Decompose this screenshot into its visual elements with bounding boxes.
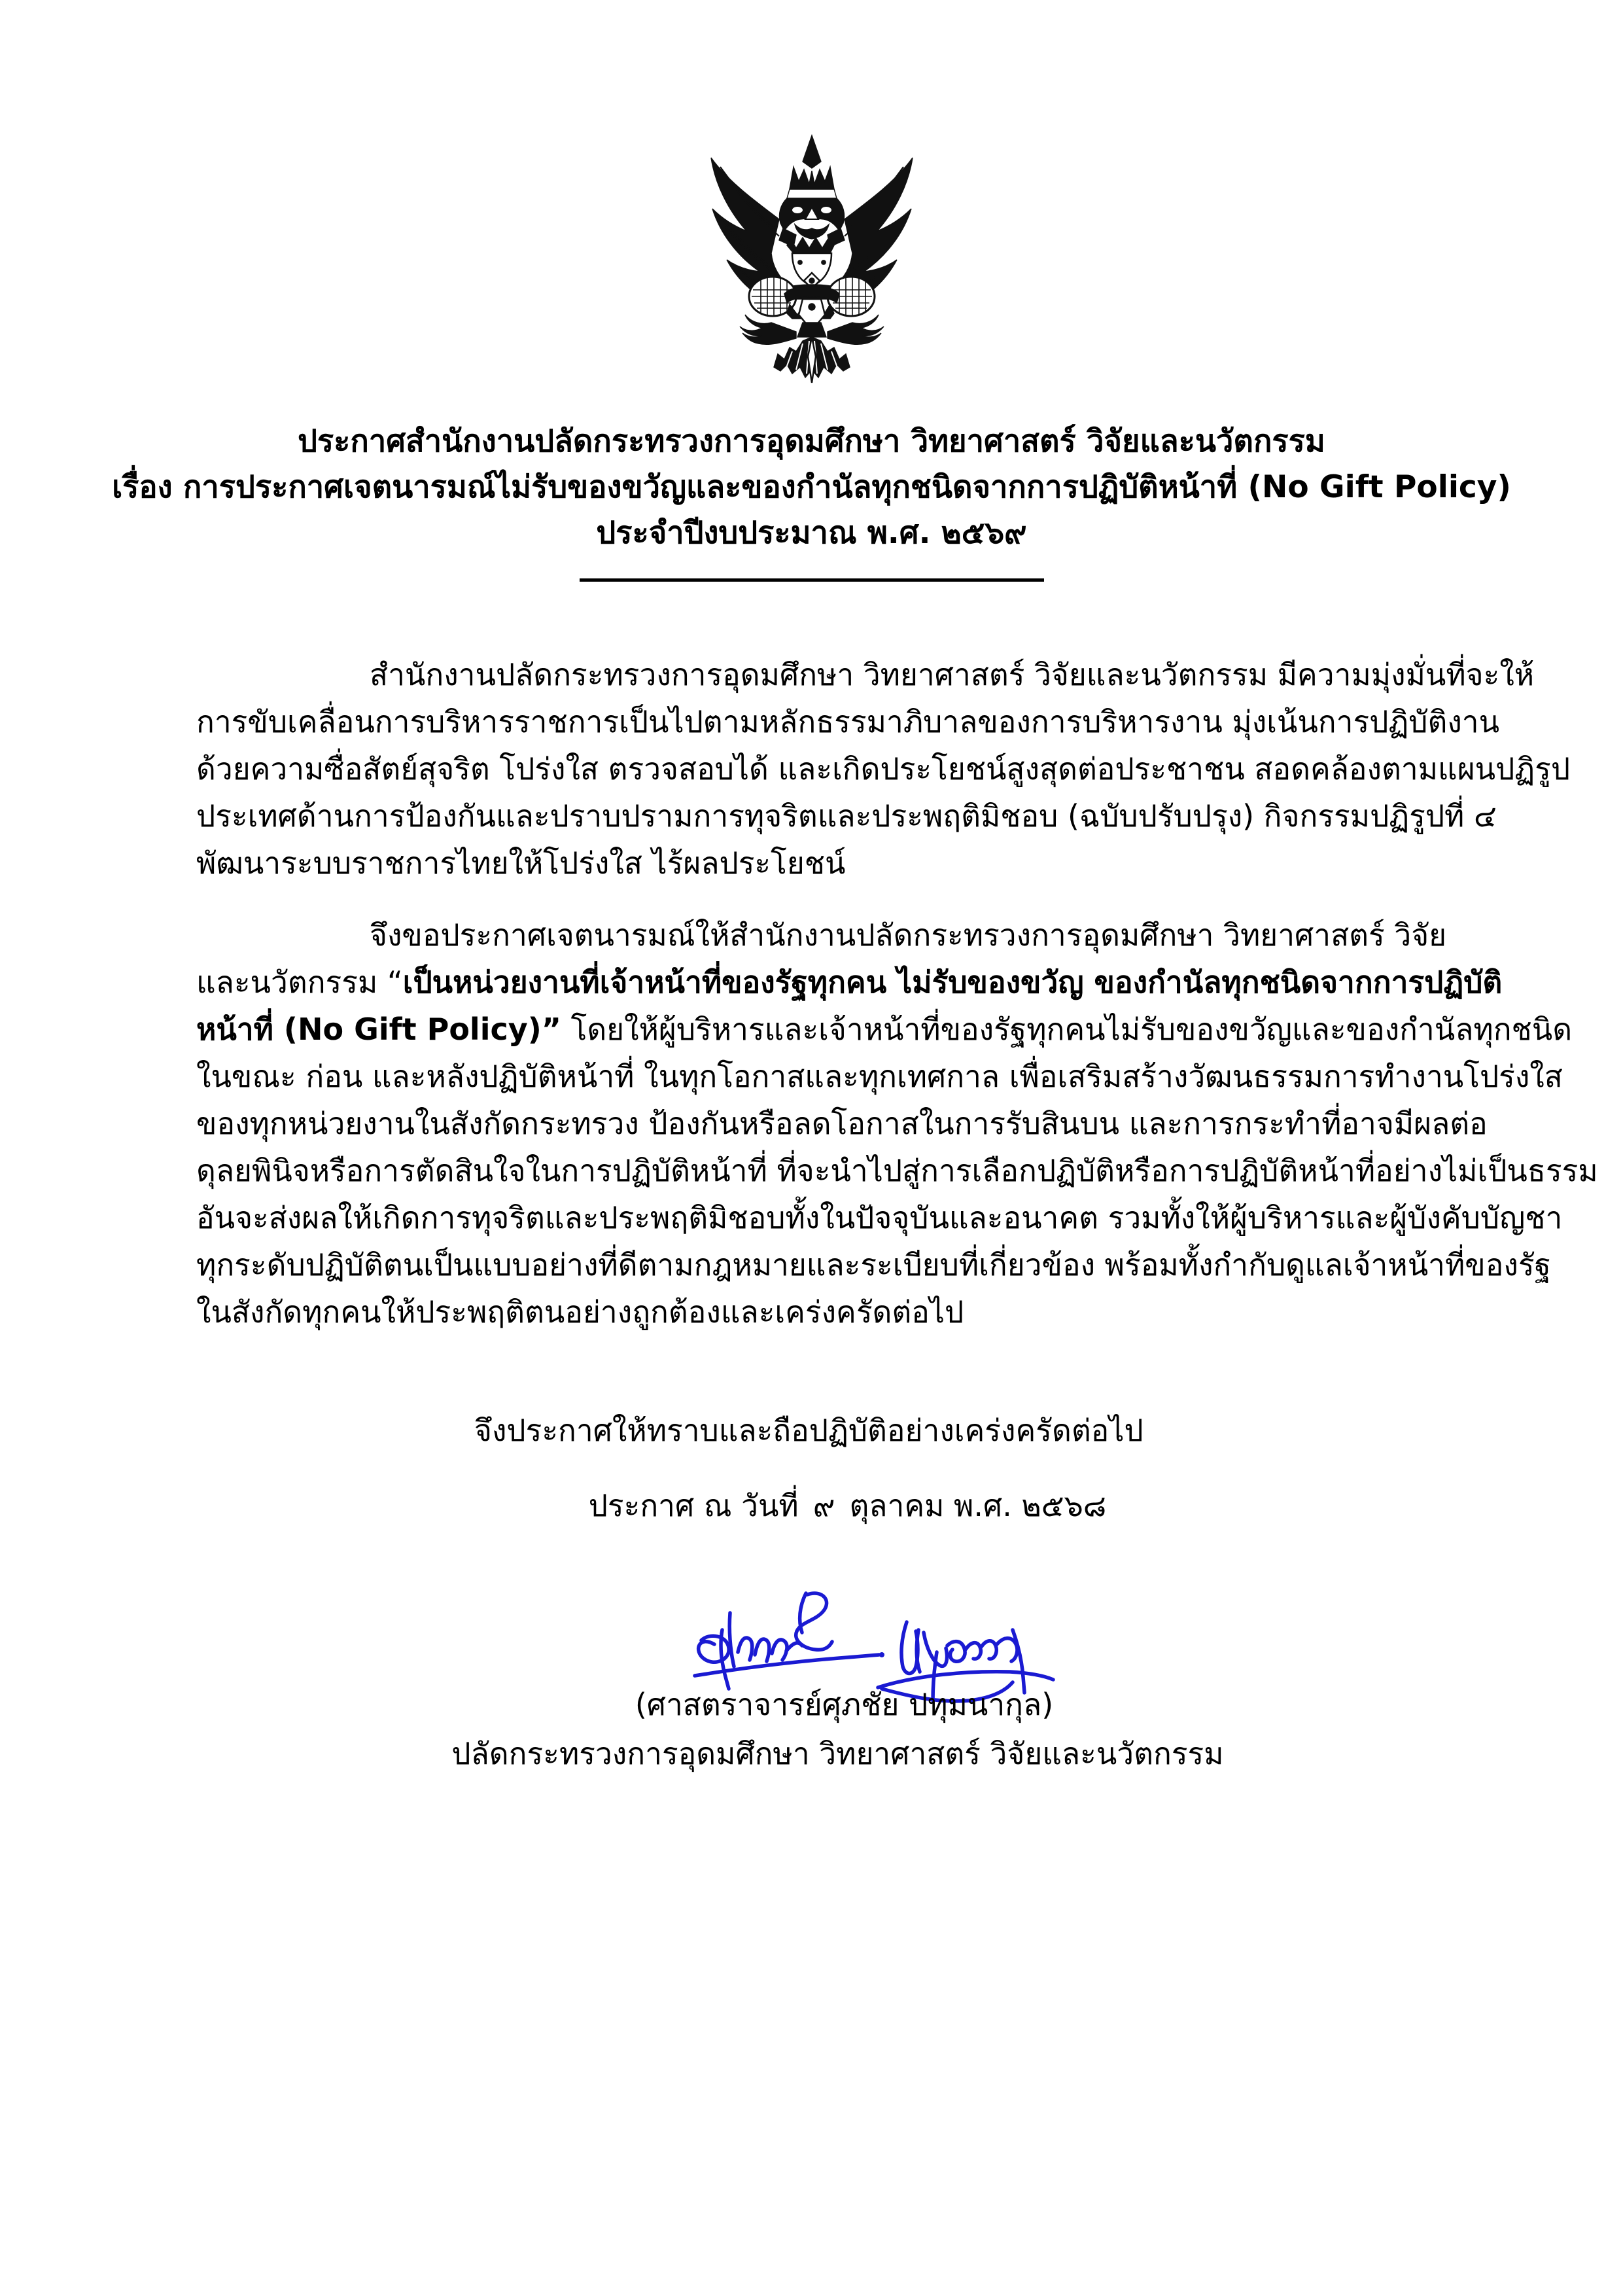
document-body [196, 651, 1598, 1335]
closing-line-1: จึงประกาศให้ทราบและถือปฏิบัติอย่างเคร่งครัดต่อไป [474, 1413, 1143, 1448]
heading-divider-container [0, 578, 1623, 582]
paragraph-2-line-5: ของทุกหน่วยงานในสังกัดกระทรวง ป้องกันหรือลดโอกาสในการรับสินบน และการกระทำที่อาจมีผลต่อ [196, 1106, 1488, 1141]
paragraph-2-line-3 [196, 1006, 1573, 1053]
heading-line-2: เรื่อง การประกาศเจตนารมณ์ไม่รับของขวัญและของกำนัลทุกชนิดจากการปฏิบัติหน้าที่ (No Gift Policy) [112, 469, 1511, 505]
paragraph-2 [196, 911, 1598, 1335]
paragraph-2-line-2-bold: เป็นหน่วยงานที่เจ้าหน้าที่ของรัฐทุกคน ไม่รับของขวัญ ของกำนัลทุกชนิดจากการปฏิบัติ [402, 964, 1503, 1000]
paragraph-1-line-1: สำนักงานปลัดกระทรวงการอุดมศึกษา วิทยาศาสตร์ วิจัยและนวัตกรรม มีความมุ่งมั่นที่จะให้ [370, 657, 1535, 692]
paragraph-2-line-3-plain: โดยให้ผู้บริหารและเจ้าหน้าที่ของรัฐทุกคนไม่รับของขวัญและของกำนัลทุกชนิด [561, 1012, 1573, 1047]
paragraph-1-line-3: ด้วยความซื่อสัตย์สุจริต โปร่งใส ตรวจสอบได้ และเกิดประโยชน์สูงสุดต่อประชาชน สอดคล้องตามแผนปฏิรูป [196, 751, 1571, 786]
heading-line-1: ประกาศสำนักงานปลัดกระทรวงการอุดมศึกษา วิทยาศาสตร์ วิจัยและนวัตกรรม [298, 423, 1325, 459]
paragraph-2-line-4: ในขณะ ก่อน และหลังปฏิบัติหน้าที่ ในทุกโอกาสและทุกเทศกาล เพื่อเสริมสร้างวัฒนธรรมการทำงานโปร่งใส [196, 1059, 1563, 1094]
date-month-year: ตุลาคม พ.ศ. ๒๕๖๘ [849, 1488, 1107, 1523]
paragraph-1-line-2: การขับเคลื่อนการบริหารราชการเป็นไปตามหลักธรรมาภิบาลของการบริหารงาน มุ่งเน้นการปฏิบัติงาน [196, 704, 1500, 739]
date-prefix: ประกาศ ณ วันที่ [588, 1488, 799, 1523]
document-heading [0, 419, 1623, 556]
closing-statement [196, 1407, 1442, 1454]
signer-title: ปลัดกระทรวงการอุดมศึกษา วิทยาศาสตร์ วิจัยและนวัตกรรม [451, 1736, 1224, 1771]
paragraph-2-line-8: ทุกระดับปฏิบัติตนเป็นแบบอย่างที่ดีตามกฎหมายและระเบียบที่เกี่ยวข้อง พร้อมทั้งกำกับดูแลเจ้าหน้าที่ของรัฐ [196, 1247, 1551, 1282]
announcement-date [0, 1482, 1623, 1529]
paragraph-1 [196, 651, 1571, 887]
paragraph-2-line-2-plain: และนวัตกรรม “ [196, 964, 403, 1000]
date-day: ๙ [812, 1488, 835, 1523]
paragraph-2-line-9: ในสังกัดทุกคนให้ประพฤติตนอย่างถูกต้องและเคร่งครัดต่อไป [196, 1294, 964, 1330]
heading-divider [580, 578, 1044, 582]
paragraph-1-line-5: พัฒนาระบบราชการไทยให้โปร่งใส ไร้ผลประโยชน์ [196, 845, 846, 881]
paragraph-2-line-7: อันจะส่งผลให้เกิดการทุจริตและประพฤติมิชอบทั้งในปัจจุบันและอนาคต รวมทั้งให้ผู้บริหารและผู้บังคับบัญชา [196, 1200, 1563, 1235]
signer-name: (ศาสตราจารย์ศุภชัย ปทุมนากุล) [635, 1687, 1054, 1722]
paragraph-2-line-6: ดุลยพินิจหรือการตัดสินใจในการปฏิบัติหน้าที่ ที่จะนำไปสู่การเลือกปฏิบัติหรือการปฏิบัติหน้าที่อย่างไม่เป็นธรรม [196, 1153, 1598, 1188]
paragraph-1-line-4: ประเทศด้านการป้องกันและปราบปรามการทุจริตและประพฤติมิชอบ (ฉบับปรับปรุง) กิจกรรมปฏิรูปที่ ๔ [196, 798, 1497, 834]
emblem-container [0, 121, 1623, 393]
heading-line-3: ประจำปีงบประมาณ พ.ศ. ๒๕๖๙ [596, 515, 1027, 551]
paragraph-2-line-2 [196, 959, 1503, 1006]
paragraph-2-line-1: จึงขอประกาศเจตนารมณ์ให้สำนักงานปลัดกระทรวงการอุดมศึกษา วิทยาศาสตร์ วิจัย [370, 917, 1447, 953]
garuda-emblem [674, 121, 949, 393]
paragraph-2-line-3-bold: หน้าที่ (No Gift Policy)” [196, 1012, 561, 1047]
